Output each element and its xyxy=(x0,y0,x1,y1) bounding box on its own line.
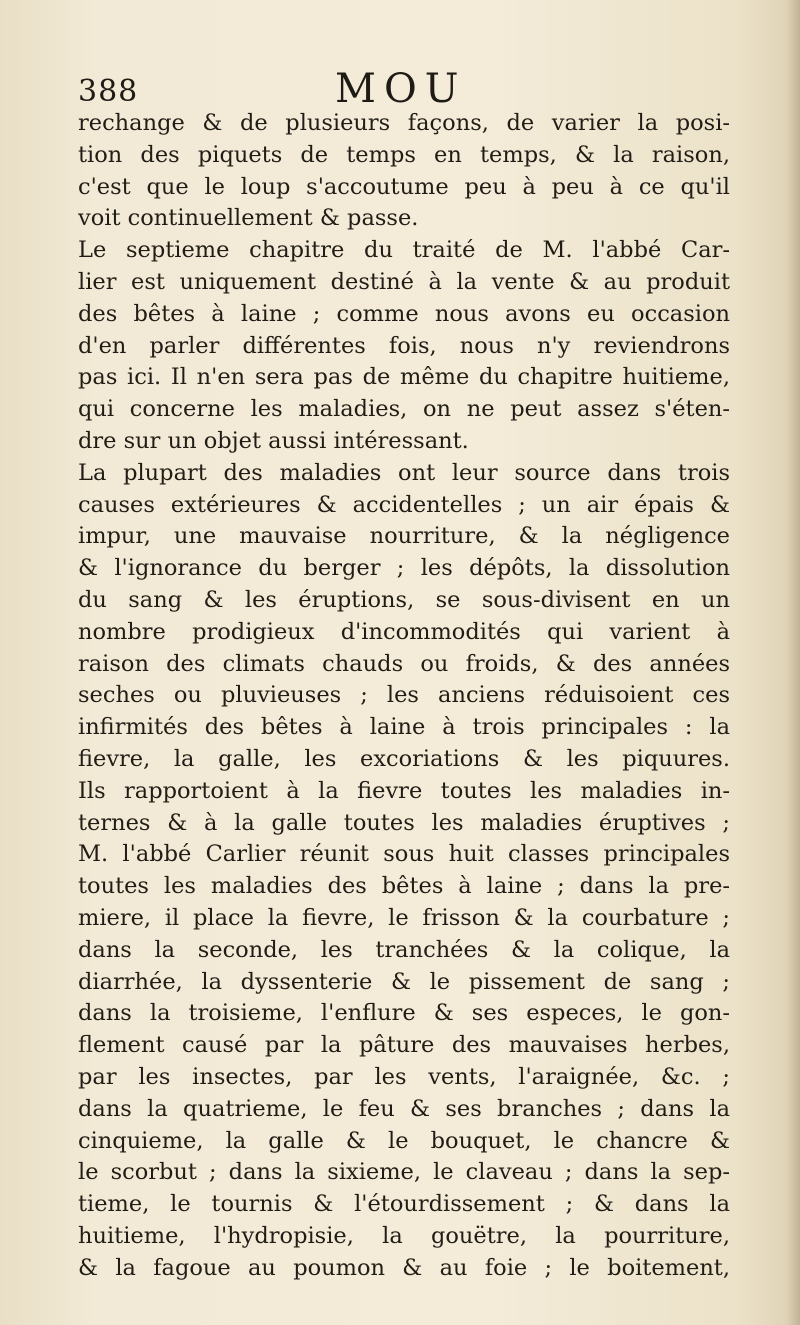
text-line: flement causé par la pâture des mauvaises herbes, xyxy=(78,1032,730,1059)
text-line: fievre, la galle, les excoriations & les piquures. xyxy=(78,745,730,772)
text-line: rechange & de plusieurs façons, de varier la posi- xyxy=(78,110,730,136)
text-line: dans la seconde, les tranchées & la colique, la xyxy=(78,936,730,963)
text-line: miere, il place la fievre, le frisson & la courbature ; xyxy=(78,904,730,931)
text-line: La plupart des maladies ont leur source dans trois xyxy=(78,459,730,486)
text-line: impur, une mauvaise nourriture, & la négligence xyxy=(78,523,730,550)
text-line: nombre prodigieux d'incommodités qui varient à xyxy=(78,618,730,645)
text-line: & l'ignorance du berger ; les dépôts, la dissolution xyxy=(78,555,730,582)
text-line: infirmités des bêtes à laine à trois principales : la xyxy=(78,714,730,741)
text-line: ternes & à la galle toutes les maladies éruptives ; xyxy=(78,809,730,836)
text-line: par les insectes, par les vents, l'araignée, &c. ; xyxy=(78,1063,730,1090)
text-line: du sang & les éruptions, se sous-divisent en un xyxy=(78,586,730,613)
text-line: lier est uniquement destiné à la vente & au produit xyxy=(78,268,730,295)
page-header xyxy=(78,66,738,112)
text-line: dans la quatrieme, le feu & ses branches ; dans la xyxy=(78,1095,730,1122)
text-line: des bêtes à laine ; comme nous avons eu occasion xyxy=(78,300,730,327)
text-line: causes extérieures & accidentelles ; un air épais & xyxy=(78,491,730,518)
text-line: cinquieme, la galle & le bouquet, le chancre & xyxy=(78,1127,730,1154)
text-line: huitieme, l'hydropisie, la gouëtre, la pourriture, xyxy=(78,1222,730,1249)
text-line: Le septieme chapitre du traité de M. l'abbé Car- xyxy=(78,237,730,264)
text-line: M. l'abbé Carlier réunit sous huit classes principales xyxy=(78,841,730,868)
text-line: dans la troisieme, l'enflure & ses especes, le gon- xyxy=(78,1000,730,1027)
text-line: dre sur un objet aussi intéressant. xyxy=(78,427,469,454)
text-line: voit continuellement & passe. xyxy=(78,205,419,232)
running-head: MOU xyxy=(335,66,467,112)
text-line: tion des piquets de temps en temps, & la raison, xyxy=(78,141,730,168)
text-line: le scorbut ; dans la sixieme, le claveau ; dans la sep- xyxy=(78,1159,730,1186)
text-line: tieme, le tournis & l'étourdissement ; & dans la xyxy=(78,1191,730,1218)
text-line: seches ou pluvieuses ; les anciens réduisoient ces xyxy=(78,682,730,709)
text-line: Ils rapportoient à la fievre toutes les maladies in- xyxy=(78,777,730,804)
text-line: qui concerne les maladies, on ne peut assez s'éten- xyxy=(78,396,730,423)
text-line: pas ici. Il n'en sera pas de même du chapitre huitieme, xyxy=(78,364,730,391)
text-line: & la fagoue au poumon & au foie ; le boitement, xyxy=(78,1254,730,1281)
page-edge-shadow xyxy=(786,0,800,1325)
text-line: raison des climats chauds ou froids, & des années xyxy=(78,650,730,677)
text-line: diarrhée, la dyssenterie & le pissement de sang ; xyxy=(78,968,730,995)
body-text xyxy=(78,108,730,1284)
text-line: d'en parler différentes fois, nous n'y reviendrons xyxy=(78,332,730,359)
text-line: c'est que le loup s'accoutume peu à peu à ce qu'il xyxy=(78,173,730,200)
text-line: toutes les maladies des bêtes à laine ; dans la pre- xyxy=(78,873,730,900)
page-number: 388 xyxy=(78,74,139,109)
